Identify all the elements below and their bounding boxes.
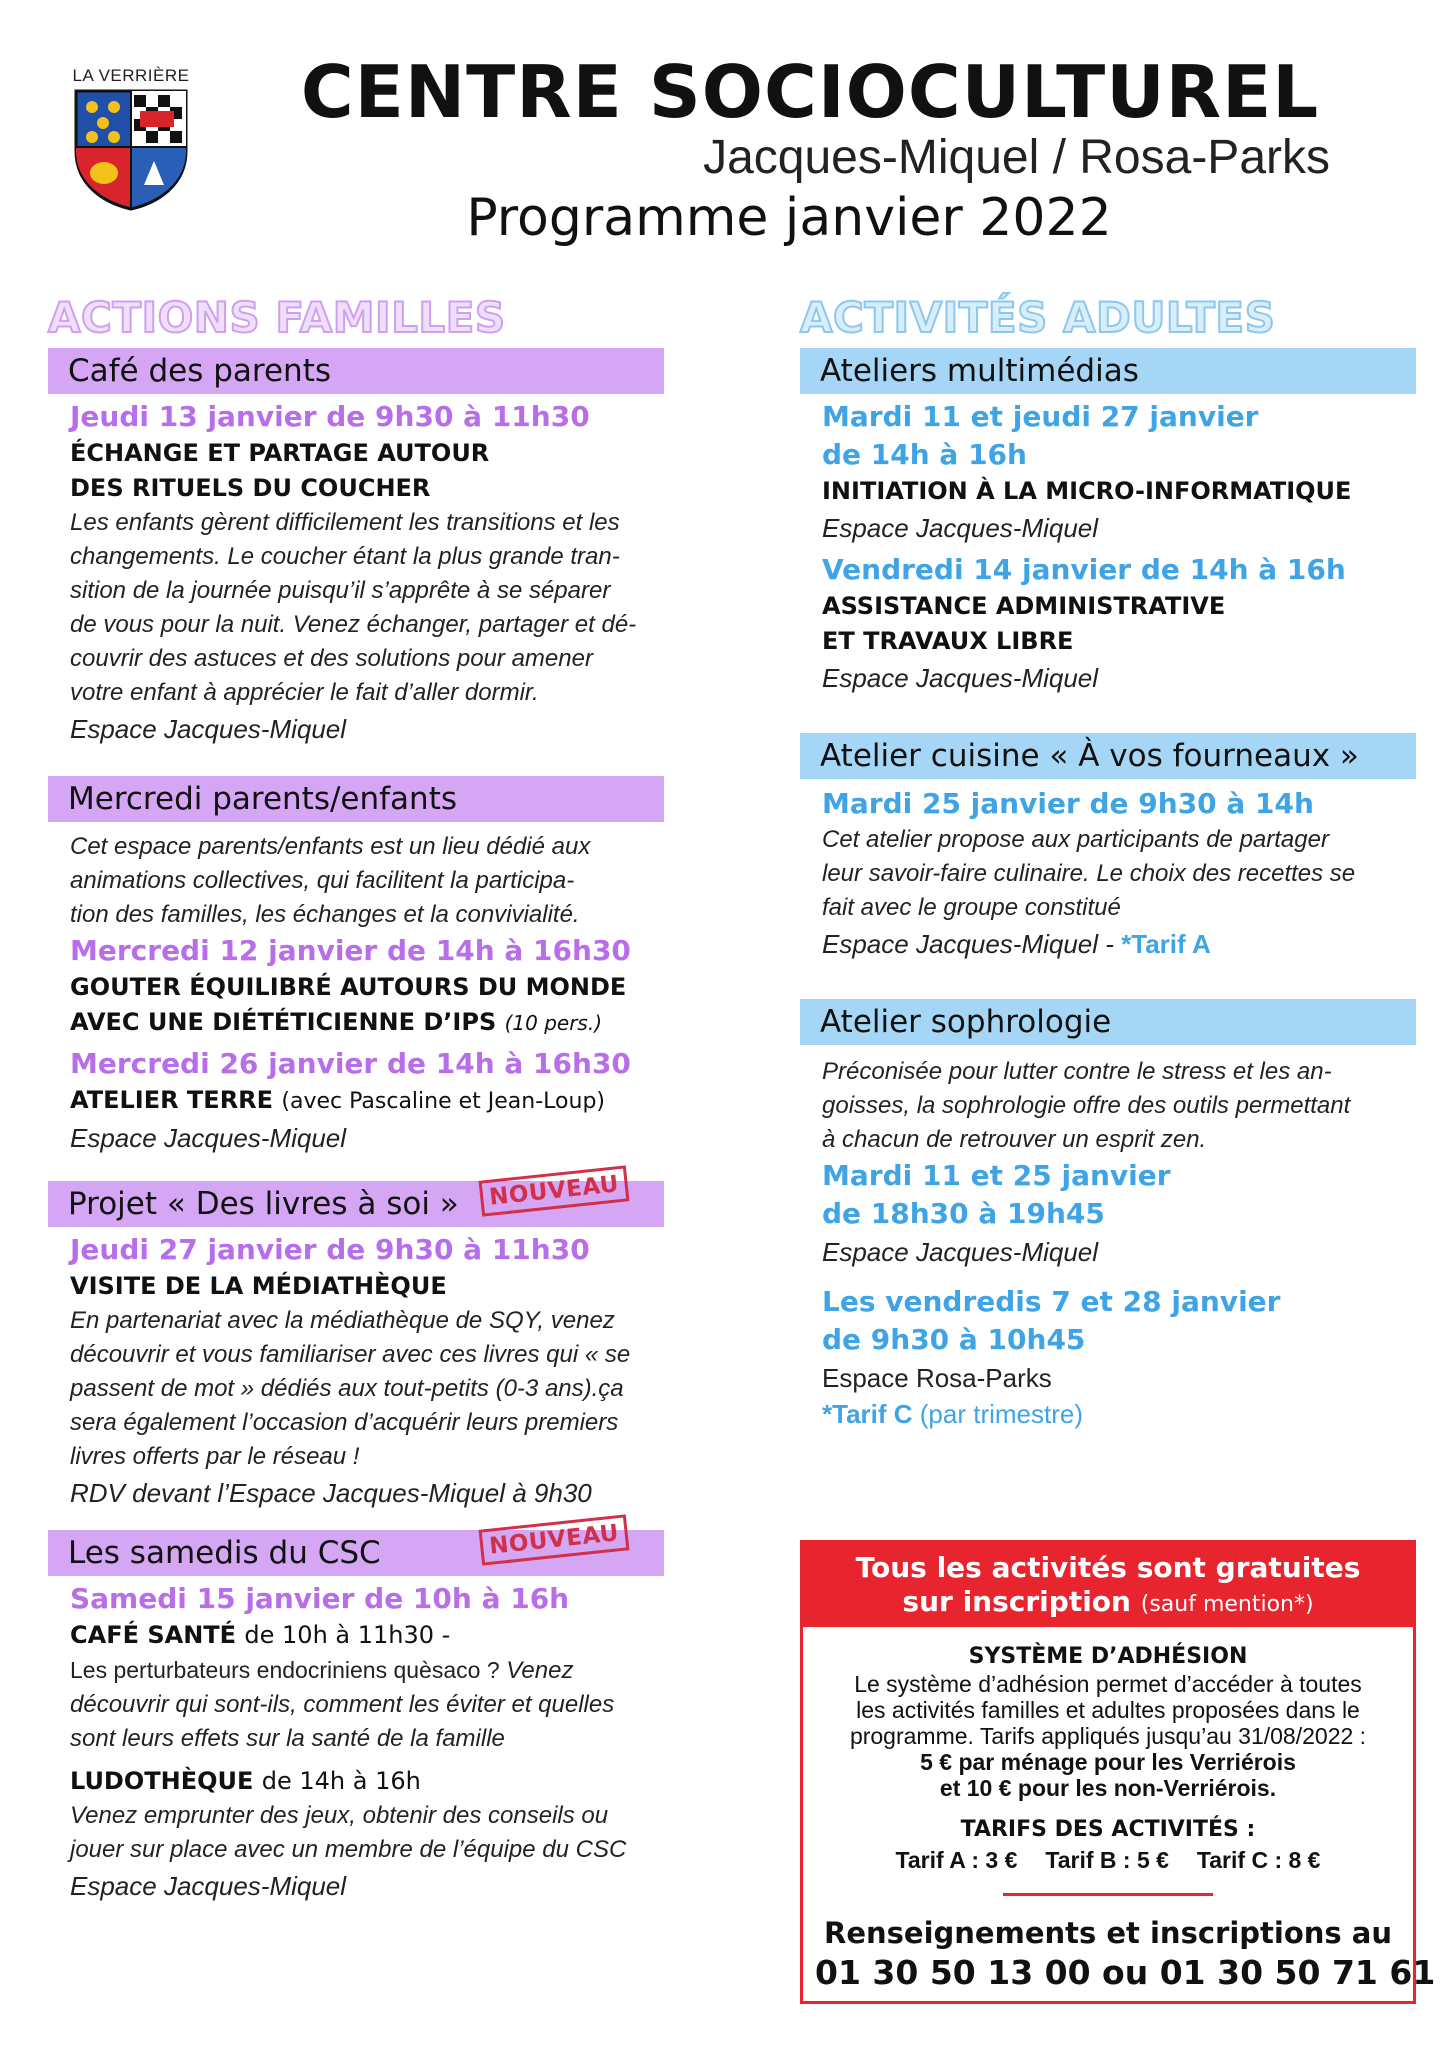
multimedia-date-2: Vendredi 14 janvier de 14h à 16h [822, 553, 1346, 586]
livres-date: Jeudi 27 janvier de 9h30 à 11h30 [70, 1233, 590, 1266]
sophrologie-description: Préconisée pour lutter contre le stress et les an- goisses, la sophrologie offre des outils permettant à chacun de retrouver un esprit zen. [822, 1058, 1351, 1153]
mercredi-26-date: Mercredi 26 janvier de 14h à 16h30 [70, 1047, 631, 1080]
page-title: CENTRE SOCIOCULTUREL [300, 50, 1320, 134]
info-box-headline-1: Tous les activités sont gratuites [855, 1551, 1361, 1584]
assistance-title-2: ET TRAVAUX LIBRE [822, 627, 1074, 655]
tarif-a: Tarif A : 3 € [895, 1847, 1018, 1873]
adhesion-title: SYSTÈME D’ADHÉSION [968, 1644, 1248, 1669]
livres-bar: Projet « Des livres à soi » NOUVEAU [48, 1181, 664, 1227]
atelier-terre-title: ATELIER TERRE (avec Pascaline et Jean-Loup) [70, 1086, 605, 1114]
cuisine-tarif: *Tarif A [1121, 929, 1211, 959]
sophrologie-date-2a: Les vendredis 7 et 28 janvier [822, 1285, 1281, 1318]
cuisine-location: Espace Jacques-Miquel - *Tarif A [822, 929, 1211, 959]
multimedia-date-1b: de 14h à 16h [822, 438, 1027, 471]
ludotheque-title: LUDOTHÈQUE de 14h à 16h [70, 1767, 421, 1795]
cafe-parents-description: Les enfants gèrent difficilement les transitions et les changements. Le coucher étant la plus grande tran- sition de la journée puisqu’il s’apprête à se séparer de vous pour la nuit. Venez échanger, partager et dé- couvrir des astuces et des solutions pour amener votre enfant à apprécier le fait d’aller dormir. [70, 509, 637, 706]
adhesion-price-1: 5 € par ménage pour les Verriérois [920, 1749, 1296, 1775]
adhesion-price-2: et 10 € pour les non-Verriérois. [939, 1775, 1277, 1801]
contact-label: Renseignements et inscriptions au [824, 1916, 1392, 1950]
page-subtitle: Jacques-Miquel / Rosa-Parks [703, 131, 1330, 184]
familles-heading: ACTIONS FAMILLES [48, 293, 506, 342]
samedis-location: Espace Jacques-Miquel [70, 1871, 347, 1901]
assistance-title-1: ASSISTANCE ADMINISTRATIVE [822, 592, 1226, 620]
adhesion-text-2: les activités familles et adultes proposées dans le [856, 1697, 1360, 1723]
sophrologie-date-2b: de 9h30 à 10h45 [822, 1323, 1086, 1356]
nouveau-stamp: NOUVEAU [479, 1514, 630, 1565]
cuisine-bar: Atelier cuisine « À vos fourneaux » [800, 733, 1416, 779]
micro-informatique-title: INITIATION À LA MICRO-INFORMATIQUE [822, 477, 1352, 505]
tarif-b: Tarif B : 5 € [1045, 1847, 1169, 1873]
cafe-sante-description: Les perturbateurs endocriniens quèsaco ? Venez découvrir qui sont-ils, comment les éviter et quelles sont leurs effets sur la santé de la famille [70, 1657, 615, 1752]
multimedia-location-1: Espace Jacques-Miquel [822, 513, 1099, 543]
sophrologie-tarif: *Tarif C (par trimestre) [822, 1399, 1084, 1429]
contact-phones: 01 30 50 13 00 ou 01 30 50 71 61 [815, 1953, 1436, 1992]
mercredi-parents-bar: Mercredi parents/enfants [48, 776, 664, 822]
cuisine-date: Mardi 25 janvier de 9h30 à 14h [822, 787, 1314, 820]
info-box-body [803, 1627, 1436, 1994]
cafe-parents-title-2: DES RITUELS DU COUCHER [70, 474, 431, 502]
sophrologie-location-1: Espace Jacques-Miquel [822, 1237, 1099, 1267]
ludotheque-description: Venez emprunter des jeux, obtenir des conseils ou jouer sur place avec un membre de l’équipe du CSC [70, 1802, 627, 1863]
info-box-headline-2: sur inscription (sauf mention*) [902, 1585, 1314, 1618]
program-title: Programme janvier 2022 [466, 188, 1112, 248]
familles-column [48, 288, 664, 1905]
cuisine-description: Cet atelier propose aux participants de partager leur savoir-faire culinaire. Le choix des recettes se fait avec le groupe constitué [822, 826, 1356, 921]
multimedia-location-2: Espace Jacques-Miquel [822, 663, 1099, 693]
mercredi-12-date: Mercredi 12 janvier de 14h à 16h30 [70, 934, 631, 967]
sophrologie-date-1a: Mardi 11 et 25 janvier [822, 1159, 1171, 1192]
info-box [800, 1540, 1436, 2004]
cafe-sante-title: CAFÉ SANTÉ de 10h à 11h30 - [70, 1621, 451, 1649]
tarif-c: Tarif C : 8 € [1196, 1847, 1321, 1873]
mercredi-parents-location: Espace Jacques-Miquel [70, 1123, 347, 1153]
adhesion-text-1: Le système d’adhésion permet d’accéder à toutes [854, 1671, 1362, 1697]
livres-description: En partenariat avec la médiathèque de SQY, venez découvrir et vous familiariser avec ces livres qui « se passent de mot » dédiés aux tout-petits (0-3 ans).ça sera également l’occasion d’acquérir leurs premiers livres offerts par le réseau ! [70, 1307, 631, 1470]
multimedia-bar: Ateliers multimédias [800, 348, 1416, 394]
livres-title: VISITE DE LA MÉDIATHÈQUE [70, 1272, 447, 1300]
info-box-header [803, 1543, 1413, 1627]
divider [1003, 1893, 1213, 1896]
sophrologie-location-2: Espace Rosa-Parks [822, 1363, 1052, 1393]
tarifs-title: TARIFS DES ACTIVITÉS : [960, 1817, 1256, 1842]
gouter-title-1: GOUTER ÉQUILIBRÉ AUTOURS DU MONDE [70, 973, 627, 1001]
cafe-parents-location: Espace Jacques-Miquel [70, 714, 347, 744]
livres-location: RDV devant l’Espace Jacques-Miquel à 9h30 [70, 1478, 592, 1508]
sophrologie-date-1b: de 18h30 à 19h45 [822, 1197, 1105, 1230]
adultes-heading: ACTIVITÉS ADULTES [800, 293, 1276, 342]
sophrologie-bar: Atelier sophrologie [800, 999, 1416, 1045]
adultes-column [800, 288, 1416, 1431]
gouter-title-2: AVEC UNE DIÉTÉTICIENNE D’IPS (10 pers.) [70, 1008, 603, 1036]
tarifs-list [815, 1845, 1401, 1875]
samedis-bar: Les samedis du CSC NOUVEAU [48, 1530, 664, 1576]
mercredi-parents-description: Cet espace parents/enfants est un lieu dédié aux animations collectives, qui facilitent la participa- tion des familles, les échanges et la convivialité. [70, 833, 591, 928]
multimedia-date-1a: Mardi 11 et jeudi 27 janvier [822, 400, 1259, 433]
cafe-parents-bar: Café des parents [48, 348, 664, 394]
cafe-parents-title-1: ÉCHANGE ET PARTAGE AUTOUR [70, 439, 490, 467]
samedis-date: Samedi 15 janvier de 10h à 16h [70, 1582, 570, 1615]
cafe-parents-date: Jeudi 13 janvier de 9h30 à 11h30 [70, 400, 590, 433]
crest-label: LA VERRIÈRE [72, 66, 190, 85]
nouveau-stamp: NOUVEAU [479, 1165, 630, 1216]
adhesion-text-3: programme. Tarifs appliqués jusqu’au 31/08/2022 : [849, 1723, 1367, 1749]
